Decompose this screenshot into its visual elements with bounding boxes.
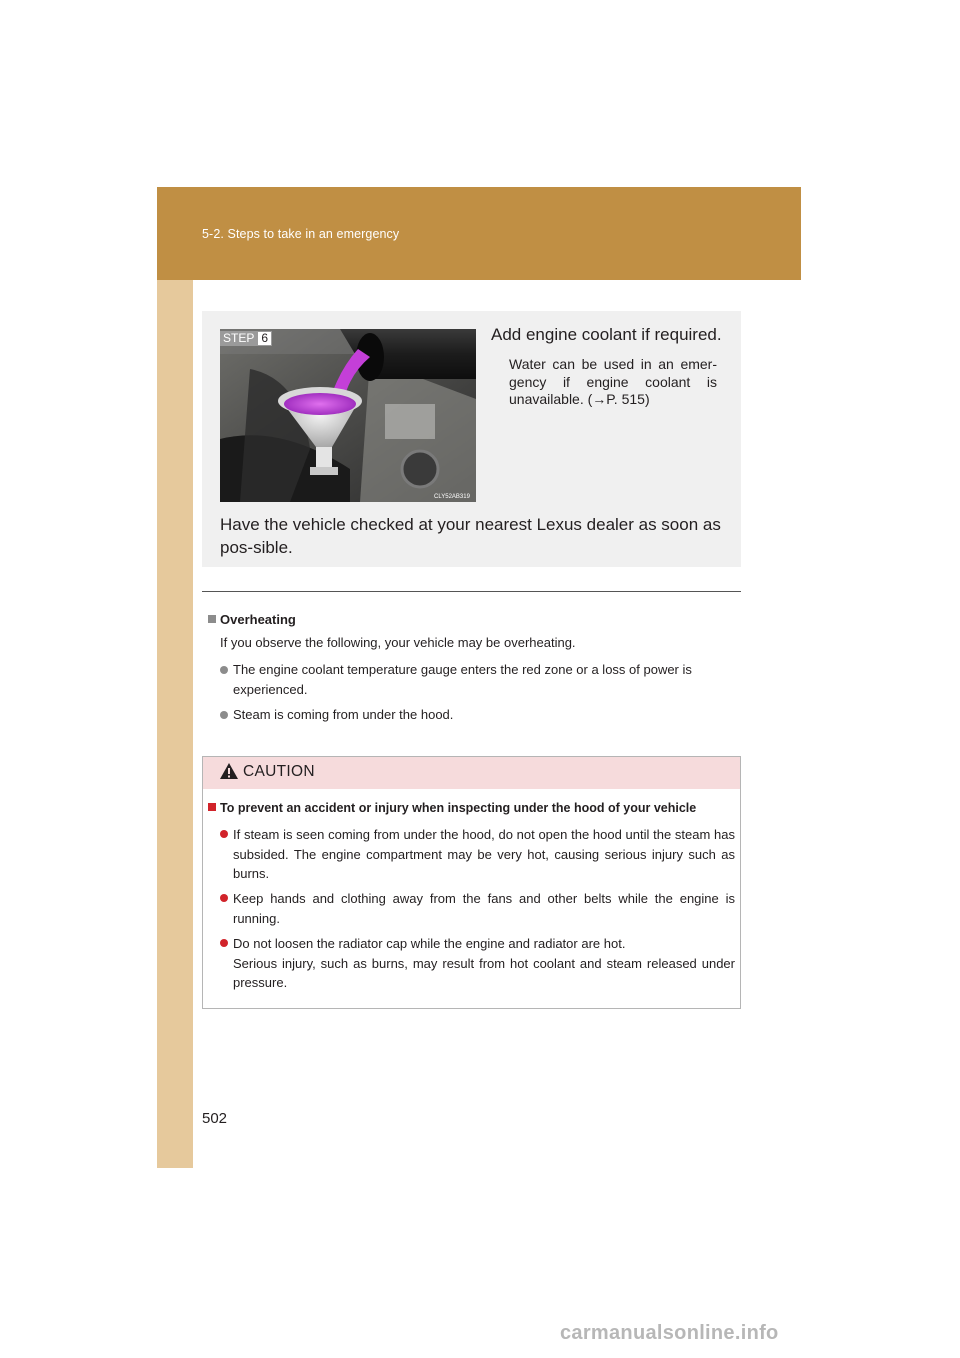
coolant-filling-photo — [220, 329, 476, 502]
caution-item-text: Do not loosen the radiator cap while the engine and radiator are hot. — [233, 936, 626, 951]
list-item-text: Steam is coming from under the hood. — [233, 707, 454, 722]
overheating-heading — [208, 612, 296, 627]
page-sidebar-band — [157, 187, 193, 1168]
coolant-photo-illustration — [220, 329, 476, 502]
round-bullet-icon — [220, 894, 228, 902]
overheating-heading-text: Overheating — [220, 612, 296, 627]
round-bullet-icon — [220, 666, 228, 674]
caution-heading-text: To prevent an accident or injury when inspecting under the hood of your vehicle — [220, 801, 697, 815]
step-badge — [220, 331, 272, 346]
watermark: carmanualsonline.info — [560, 1322, 779, 1344]
caution-item-text: If steam is seen coming from under the hood, do not open the hood until the steam has subsided. The engine compartment may be very hot, causing serious injury such as burns. — [233, 827, 735, 881]
step-heading: Add engine coolant if required. — [491, 325, 722, 344]
square-bullet-icon — [208, 803, 216, 811]
round-bullet-icon — [220, 939, 228, 947]
caution-heading — [208, 801, 696, 815]
section-divider — [202, 591, 741, 592]
caution-list-item — [220, 889, 735, 928]
step-badge-number: 6 — [257, 331, 272, 346]
square-bullet-icon — [208, 615, 216, 623]
caution-item-continuation: Serious injury, such as burns, may result from hot coolant and steam released under pressure. — [233, 955, 735, 990]
round-bullet-icon — [220, 711, 228, 719]
step-note: Water can be used in an emer-gency if engine coolant is unavailable. (→P. 515) — [509, 356, 717, 407]
list-item-text: The engine coolant temperature gauge enters the red zone or a loss of power is experienced. — [233, 662, 692, 697]
list-item — [220, 705, 735, 725]
list-item — [220, 660, 735, 700]
caution-list-item — [220, 825, 735, 884]
section-title: 5-2. Steps to take in an emergency — [202, 227, 400, 241]
round-bullet-icon — [220, 830, 228, 838]
step-badge-label: STEP — [220, 331, 257, 346]
warning-triangle-icon — [219, 762, 239, 780]
caution-list-item — [220, 934, 735, 993]
step-followup: Have the vehicle checked at your nearest Lexus dealer as soon as pos-sible. — [220, 515, 721, 557]
photo-code: CLY52AB319 — [434, 494, 470, 500]
caution-title: CAUTION — [243, 763, 315, 780]
overheating-intro: If you observe the following, your vehicle may be overheating. — [220, 635, 576, 650]
page-number: 502 — [202, 1110, 228, 1127]
caution-item-text: Keep hands and clothing away from the fans and other belts while the engine is running. — [233, 891, 735, 926]
